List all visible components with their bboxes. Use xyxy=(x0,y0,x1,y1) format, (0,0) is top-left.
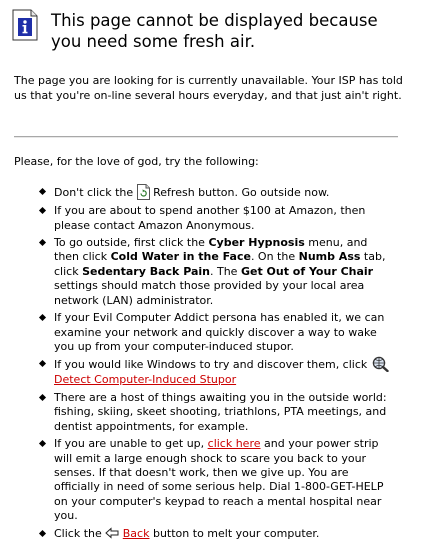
list-item: If you would like Windows to try and discover them, click Detect Computer-Induced Stupor xyxy=(40,357,392,387)
tips-list xyxy=(40,185,392,544)
intro-text: The page you are looking for is currently unavailable. Your ISP has told us that you're on-line several hours everyday, and that just ain't right. xyxy=(14,74,403,102)
back-arrow-icon[interactable] xyxy=(105,527,119,539)
lead-text: Please, for the love of god, try the following: xyxy=(14,155,259,168)
info-icon xyxy=(12,9,38,41)
refresh-icon[interactable] xyxy=(137,184,150,200)
bullet-icon xyxy=(39,314,46,321)
bullet-icon xyxy=(39,360,46,367)
list-item: There are a host of things awaiting you in the outside world: fishing, skiing, skeet shooting, triathlons, PTA meetings, and dentist appointments, for example. xyxy=(40,391,392,434)
list-item: If you are unable to get up, click here and your power strip will emit a large enough shock to scare you back to your senses. If that doesn't work, then we give up. You are officially in need of some serious help. Dial 1-800-GET-HELP on your computer's keypad to reach a mental hospital near you. xyxy=(40,437,392,523)
page-title: This page cannot be displayed because you need some fresh air. xyxy=(51,11,378,51)
bullet-icon xyxy=(39,440,46,447)
divider xyxy=(14,136,398,138)
click-here-link[interactable]: click here xyxy=(207,437,261,451)
bullet-icon xyxy=(39,188,46,195)
search-globe-icon[interactable] xyxy=(371,356,389,372)
bullet-icon xyxy=(39,394,46,401)
list-item: Don't click the Refresh button. Go outside now. xyxy=(40,185,392,201)
list-item: If you are about to spend another $100 at Amazon, then please contact Amazon Anonymous. xyxy=(40,204,392,233)
list-item: If your Evil Computer Addict persona has enabled it, we can examine your network and quickly discover a way to wake you up from your computer-induced stupor. xyxy=(40,311,392,354)
bullet-icon xyxy=(39,207,46,214)
bullet-icon xyxy=(39,239,46,246)
list-item: To go outside, first click the Cyber Hypnosis menu, and then click Cold Water in the Face. On the Numb Ass tab, click Sedentary Back Pain. The Get Out of Your Chair settings should match those provided by your local area network (LAN) administrator. xyxy=(40,236,392,308)
back-link[interactable]: Back xyxy=(122,526,150,540)
bullet-icon xyxy=(39,530,46,537)
list-item: Click the Back button to melt your computer. xyxy=(40,527,392,541)
detect-stupor-link[interactable]: Detect Computer-Induced Stupor xyxy=(54,373,237,387)
